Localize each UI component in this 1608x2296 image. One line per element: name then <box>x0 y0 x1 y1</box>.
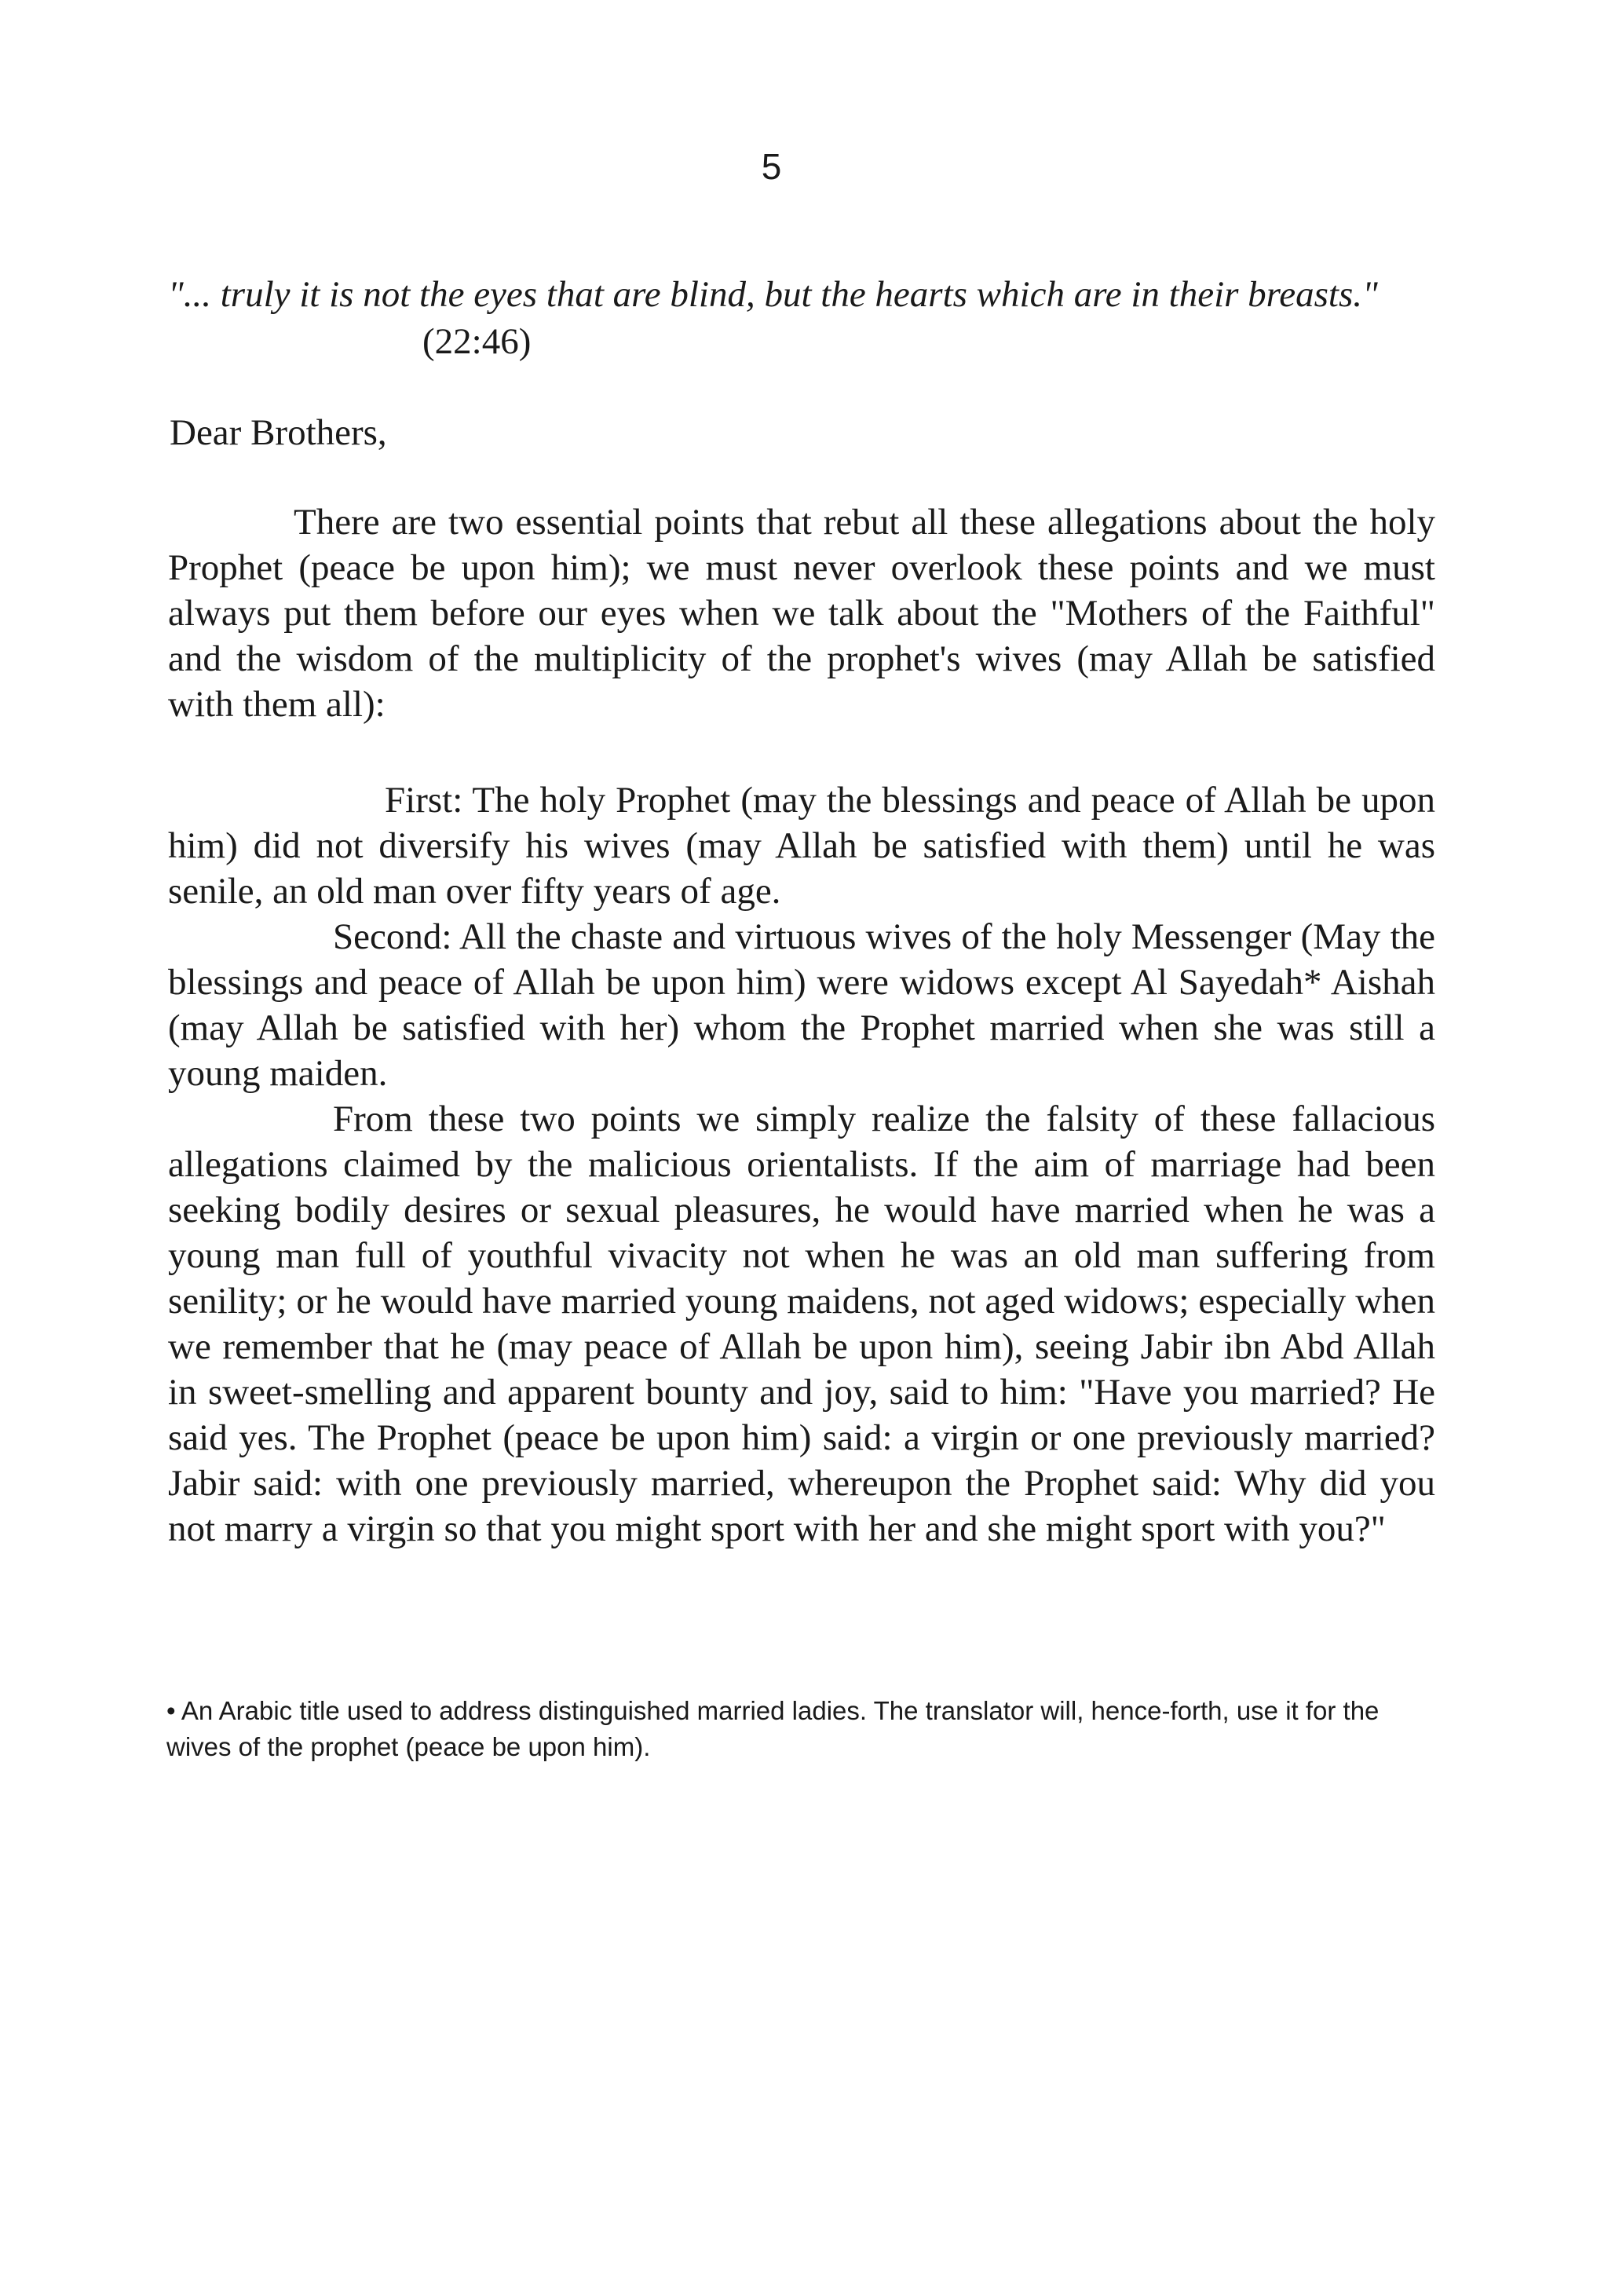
salutation: Dear Brothers, <box>170 412 387 453</box>
footnote: • An Arabic title used to address distinguished married ladies. The translator will, hence-forth, use it for the wives of the prophet (peace be upon him). <box>166 1696 1380 1761</box>
point-first: First: The holy Prophet (may the blessings and peace of Allah be upon him) did not diversify his wives (may Allah be satisfied with them) until he was senile, an old man over fifty years of age. <box>168 780 1435 912</box>
intro-paragraph-block <box>168 499 1435 727</box>
points-block <box>168 777 1435 1552</box>
intro-paragraph: There are two essential points that rebut all these allegations about the holy Prophet (peace be upon him); we must never overlook these points and we must always put them before our eyes when we talk about the "Mothers of the Faithful" and the wisdom of the multiplicity of the prophet's wives (may Allah be satisfied with them all): <box>168 502 1435 725</box>
point-second: Second: All the chaste and virtuous wives of the holy Messenger (May the blessings and peace of Allah be upon him) were widows except Al Sayedah* Aishah (may Allah be satisfied with her) whom the Prophet married when she was still a young maiden. <box>168 916 1435 1094</box>
conclusion-paragraph: From these two points we simply realize the falsity of these fallacious allegations claimed by the malicious orientalists. If the aim of marriage had been seeking bodily desires or sexual pleasures, he would have married when he was a young man full of youthful vivacity not when he was an old man suffering from senility; or he would have married young maidens, not aged widows; especially when we remember that he (may peace of Allah be upon him), seeing Jabir ibn Abd Allah in sweet-smelling and apparent bounty and joy, said to him: "Have you married? He said yes. The Prophet (peace be upon him) said: a virgin or one previously married? Jabir said: with one previously married, whereupon the Prophet said: Why did you not marry a virgin so that you might sport with her and she might sport with you?" <box>168 1099 1435 1549</box>
page-number: 5 <box>761 146 782 187</box>
epigraph-citation: (22:46) <box>422 321 532 362</box>
epigraph-quote: "... truly it is not the eyes that are blind, but the hearts which are in their breasts." <box>168 274 1378 315</box>
